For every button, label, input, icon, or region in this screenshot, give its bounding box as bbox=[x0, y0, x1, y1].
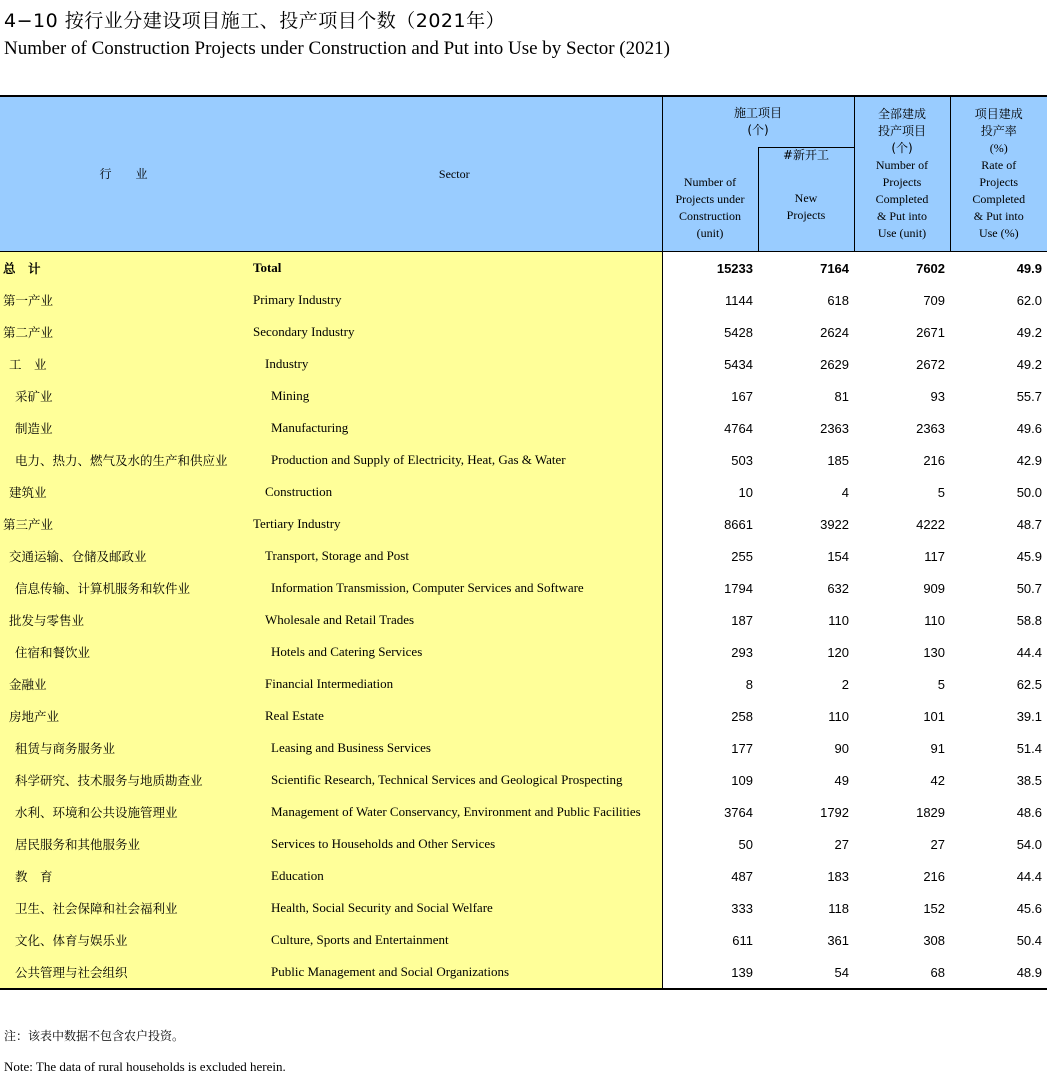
header-rate-unit: (%) bbox=[989, 141, 1008, 155]
completed-cell: 117 bbox=[924, 548, 946, 564]
completed-cell: 709 bbox=[923, 292, 946, 308]
under-construction-cell: 177 bbox=[731, 740, 753, 756]
note-en: Note: The data of rural households is excluded herein. bbox=[4, 1059, 286, 1074]
industry-cn-cell: 批发与零售业 bbox=[0, 604, 247, 636]
industry-cn-cell: 公共管理与社会组织 bbox=[0, 956, 247, 989]
completed-cell: 27 bbox=[930, 836, 946, 852]
completed-cell: 68 bbox=[854, 956, 950, 989]
rate-cell: 49.6 bbox=[1016, 420, 1043, 436]
header-rate-cn-2: 投产率 bbox=[980, 124, 1017, 138]
industry-cn-cell: 交通运输、仓储及邮政业 bbox=[0, 540, 247, 572]
header-completed-en: Number of Projects Completed & Put into Use (unit) bbox=[875, 158, 929, 240]
table-row bbox=[0, 700, 1047, 732]
sector-en-cell: Total bbox=[247, 252, 662, 285]
header-rate bbox=[950, 96, 1047, 252]
new-projects-cell: 1792 bbox=[820, 804, 850, 820]
table-row bbox=[0, 924, 1047, 956]
sector-en-cell: Manufacturing bbox=[247, 412, 662, 444]
header-completed-cn-2: 投产项目 bbox=[878, 124, 927, 138]
rate-cell: 51.4 bbox=[1016, 740, 1043, 756]
table-row bbox=[0, 892, 1047, 924]
rate-cell: 48.9 bbox=[950, 956, 1047, 989]
table-row bbox=[0, 316, 1047, 348]
new-projects-cell: 120 bbox=[827, 644, 850, 660]
header-under-construction-cn bbox=[662, 96, 854, 148]
completed-cell: 91 bbox=[930, 740, 946, 756]
new-projects-cell: 3922 bbox=[820, 516, 850, 532]
industry-cn-cell: 文化、体育与娱乐业 bbox=[0, 924, 247, 956]
sector-en-cell: Services to Households and Other Services bbox=[247, 828, 662, 860]
under-construction-cell: 255 bbox=[731, 548, 753, 564]
under-construction-cell: 333 bbox=[731, 900, 753, 916]
industry-cn-cell: 卫生、社会保障和社会福利业 bbox=[0, 892, 247, 924]
completed-cell: 2672 bbox=[916, 356, 946, 372]
table-row bbox=[0, 636, 1047, 668]
completed-cell: 7602 bbox=[916, 260, 946, 276]
under-construction-cell: 258 bbox=[731, 708, 753, 724]
industry-cn-cell: 制造业 bbox=[0, 412, 247, 444]
rate-cell: 44.4 bbox=[1016, 644, 1043, 660]
header-under-construction-cn-text: 施工项目 bbox=[734, 106, 783, 120]
header-new-projects-en: New Projects bbox=[786, 191, 826, 222]
industry-cn-cell: 科学研究、技术服务与地质勘查业 bbox=[0, 764, 247, 796]
completed-cell: 216 bbox=[923, 868, 946, 884]
header-completed-unit: (个) bbox=[891, 141, 913, 155]
under-construction-cell: 1794 bbox=[724, 580, 753, 596]
completed-cell: 2363 bbox=[916, 420, 946, 436]
header-industry-cn-text: 行 业 bbox=[99, 166, 148, 181]
table-body bbox=[0, 252, 1047, 990]
data-table bbox=[0, 95, 1047, 990]
sector-en-cell: Mining bbox=[247, 380, 662, 412]
rate-cell: 39.1 bbox=[1016, 708, 1043, 724]
under-construction-cell: 8 bbox=[745, 676, 753, 692]
under-construction-cell: 187 bbox=[731, 612, 753, 628]
new-projects-cell: 618 bbox=[827, 292, 850, 308]
new-projects-cell: 54 bbox=[758, 956, 854, 989]
under-construction-cell: 10 bbox=[738, 484, 753, 500]
new-projects-cell: 2629 bbox=[820, 356, 850, 372]
rate-cell: 49.2 bbox=[1016, 356, 1043, 372]
completed-cell: 101 bbox=[923, 708, 946, 724]
sector-en-cell: Tertiary Industry bbox=[247, 508, 662, 540]
rate-cell: 45.9 bbox=[1016, 548, 1043, 564]
header-industry-cn bbox=[0, 96, 247, 252]
table-title-cn: 4−10 按行业分建设项目施工、投产项目个数（2021年） bbox=[4, 10, 506, 32]
new-projects-cell: 2624 bbox=[820, 324, 850, 340]
industry-cn-cell: 工 业 bbox=[0, 348, 247, 380]
under-construction-cell: 487 bbox=[731, 868, 753, 884]
industry-cn-cell: 信息传输、计算机服务和软件业 bbox=[0, 572, 247, 604]
new-projects-cell: 4 bbox=[841, 484, 850, 500]
new-projects-cell: 27 bbox=[834, 836, 850, 852]
header-new-projects bbox=[758, 148, 854, 252]
rate-cell: 42.9 bbox=[1016, 452, 1043, 468]
completed-cell: 2671 bbox=[916, 324, 946, 340]
industry-cn-cell: 建筑业 bbox=[0, 476, 247, 508]
sector-en-cell: Hotels and Catering Services bbox=[247, 636, 662, 668]
new-projects-cell: 632 bbox=[827, 580, 850, 596]
rate-cell: 44.4 bbox=[1016, 868, 1043, 884]
new-projects-cell: 110 bbox=[828, 612, 850, 628]
table-row bbox=[0, 476, 1047, 508]
new-projects-cell: 361 bbox=[827, 932, 850, 948]
sector-en-cell: Information Transmission, Computer Services and Software bbox=[247, 572, 662, 604]
header-under-construction-en bbox=[662, 148, 758, 252]
header-rate-en: Rate of Projects Completed & Put into Use (%) bbox=[972, 158, 1026, 240]
rate-cell: 49.9 bbox=[1016, 260, 1043, 276]
under-construction-cell: 139 bbox=[662, 956, 758, 989]
completed-cell: 308 bbox=[923, 932, 946, 948]
header-under-construction-unit: (个) bbox=[747, 123, 769, 137]
rate-cell: 49.2 bbox=[1016, 324, 1043, 340]
new-projects-cell: 90 bbox=[834, 740, 850, 756]
table-row bbox=[0, 540, 1047, 572]
completed-cell: 152 bbox=[923, 900, 946, 916]
under-construction-cell: 3764 bbox=[724, 804, 753, 820]
rate-cell: 38.5 bbox=[1016, 772, 1043, 788]
table-row bbox=[0, 380, 1047, 412]
rate-cell: 48.7 bbox=[1016, 516, 1043, 532]
sector-en-cell: Real Estate bbox=[247, 700, 662, 732]
industry-cn-cell: 水利、环境和公共设施管理业 bbox=[0, 796, 247, 828]
new-projects-cell: 110 bbox=[828, 708, 850, 724]
rate-cell: 54.0 bbox=[1016, 836, 1043, 852]
rate-cell: 58.8 bbox=[1016, 612, 1043, 628]
table-row bbox=[0, 348, 1047, 380]
new-projects-cell: 2363 bbox=[820, 420, 850, 436]
sector-en-cell: Financial Intermediation bbox=[247, 668, 662, 700]
sector-en-cell: Production and Supply of Electricity, Heat, Gas & Water bbox=[247, 444, 662, 476]
table-row bbox=[0, 252, 1047, 285]
under-construction-cell: 5428 bbox=[724, 324, 753, 340]
under-construction-cell: 5434 bbox=[724, 356, 753, 372]
rate-cell: 55.7 bbox=[1016, 388, 1043, 404]
under-construction-cell: 1144 bbox=[725, 292, 753, 308]
industry-cn-cell: 第一产业 bbox=[0, 284, 247, 316]
table-row bbox=[0, 828, 1047, 860]
sector-en-cell: Wholesale and Retail Trades bbox=[247, 604, 662, 636]
industry-cn-cell: 住宿和餐饮业 bbox=[0, 636, 247, 668]
completed-cell: 4222 bbox=[916, 516, 946, 532]
note-cn: 注：该表中数据不包含农户投资。 bbox=[4, 1029, 185, 1043]
completed-cell: 110 bbox=[924, 612, 946, 628]
rate-cell: 62.0 bbox=[1016, 292, 1043, 308]
new-projects-cell: 185 bbox=[827, 452, 850, 468]
industry-cn-cell: 房地产业 bbox=[0, 700, 247, 732]
sector-en-cell: Health, Social Security and Social Welfare bbox=[247, 892, 662, 924]
sector-en-cell: Management of Water Conservancy, Environment and Public Facilities bbox=[247, 796, 662, 828]
table-header bbox=[0, 96, 1047, 252]
table-row bbox=[0, 508, 1047, 540]
under-construction-cell: 8661 bbox=[724, 516, 753, 532]
new-projects-cell: 2 bbox=[841, 676, 850, 692]
completed-cell: 42 bbox=[930, 772, 946, 788]
new-projects-cell: 118 bbox=[828, 900, 850, 916]
table-row bbox=[0, 956, 1047, 989]
industry-cn-cell: 教 育 bbox=[0, 860, 247, 892]
table-row bbox=[0, 796, 1047, 828]
table-row bbox=[0, 668, 1047, 700]
industry-cn-cell: 总 计 bbox=[0, 252, 247, 285]
completed-cell: 130 bbox=[923, 644, 946, 660]
sector-en-cell: Primary Industry bbox=[247, 284, 662, 316]
table-row bbox=[0, 572, 1047, 604]
sector-en-cell: Industry bbox=[247, 348, 662, 380]
rate-cell: 50.0 bbox=[1016, 484, 1043, 500]
rate-cell: 48.6 bbox=[1016, 804, 1043, 820]
rate-cell: 45.6 bbox=[1016, 900, 1043, 916]
under-construction-cell: 293 bbox=[731, 644, 753, 660]
industry-cn-cell: 第三产业 bbox=[0, 508, 247, 540]
under-construction-cell: 503 bbox=[731, 452, 753, 468]
header-sector-en bbox=[247, 96, 662, 252]
completed-cell: 5 bbox=[937, 484, 946, 500]
header-rate-cn-1: 项目建成 bbox=[974, 107, 1023, 121]
under-construction-cell: 167 bbox=[731, 388, 753, 404]
new-projects-cell: 49 bbox=[834, 772, 850, 788]
sector-en-cell: Culture, Sports and Entertainment bbox=[247, 924, 662, 956]
under-construction-cell: 15233 bbox=[716, 260, 753, 276]
new-projects-cell: 81 bbox=[834, 388, 850, 404]
industry-cn-cell: 第二产业 bbox=[0, 316, 247, 348]
under-construction-cell: 611 bbox=[732, 932, 753, 948]
sector-en-cell: Public Management and Social Organizations bbox=[247, 956, 662, 989]
header-sector-en-text: Sector bbox=[438, 166, 470, 181]
header-new-projects-cn: #新开工 bbox=[782, 148, 830, 162]
table-row bbox=[0, 444, 1047, 476]
completed-cell: 5 bbox=[937, 676, 946, 692]
table-row bbox=[0, 860, 1047, 892]
sector-en-cell: Secondary Industry bbox=[247, 316, 662, 348]
completed-cell: 93 bbox=[930, 388, 946, 404]
completed-cell: 909 bbox=[923, 580, 946, 596]
header-completed bbox=[854, 96, 950, 252]
sector-en-cell: Education bbox=[247, 860, 662, 892]
table-row bbox=[0, 604, 1047, 636]
table-row bbox=[0, 412, 1047, 444]
industry-cn-cell: 金融业 bbox=[0, 668, 247, 700]
sector-en-cell: Transport, Storage and Post bbox=[247, 540, 662, 572]
table-title-en: Number of Construction Projects under Construction and Put into Use by Sector (2021) bbox=[4, 38, 670, 59]
sector-en-cell: Scientific Research, Technical Services and Geological Prospecting bbox=[247, 764, 662, 796]
sector-en-cell: Leasing and Business Services bbox=[247, 732, 662, 764]
table-row bbox=[0, 284, 1047, 316]
header-under-construction-en-text: Number of Projects under Construction (unit) bbox=[675, 175, 745, 241]
under-construction-cell: 4764 bbox=[724, 420, 753, 436]
rate-cell: 62.5 bbox=[1016, 676, 1043, 692]
table-row bbox=[0, 764, 1047, 796]
new-projects-cell: 183 bbox=[827, 868, 850, 884]
header-completed-cn-1: 全部建成 bbox=[878, 107, 927, 121]
new-projects-cell: 7164 bbox=[820, 260, 850, 276]
under-construction-cell: 50 bbox=[738, 836, 753, 852]
industry-cn-cell: 采矿业 bbox=[0, 380, 247, 412]
rate-cell: 50.7 bbox=[1016, 580, 1043, 596]
new-projects-cell: 154 bbox=[827, 548, 850, 564]
industry-cn-cell: 租赁与商务服务业 bbox=[0, 732, 247, 764]
industry-cn-cell: 居民服务和其他服务业 bbox=[0, 828, 247, 860]
rate-cell: 50.4 bbox=[1016, 932, 1043, 948]
under-construction-cell: 109 bbox=[731, 772, 753, 788]
industry-cn-cell: 电力、热力、燃气及水的生产和供应业 bbox=[0, 444, 247, 476]
sector-en-cell: Construction bbox=[247, 476, 662, 508]
completed-cell: 216 bbox=[923, 452, 946, 468]
completed-cell: 1829 bbox=[916, 804, 946, 820]
table-row bbox=[0, 732, 1047, 764]
